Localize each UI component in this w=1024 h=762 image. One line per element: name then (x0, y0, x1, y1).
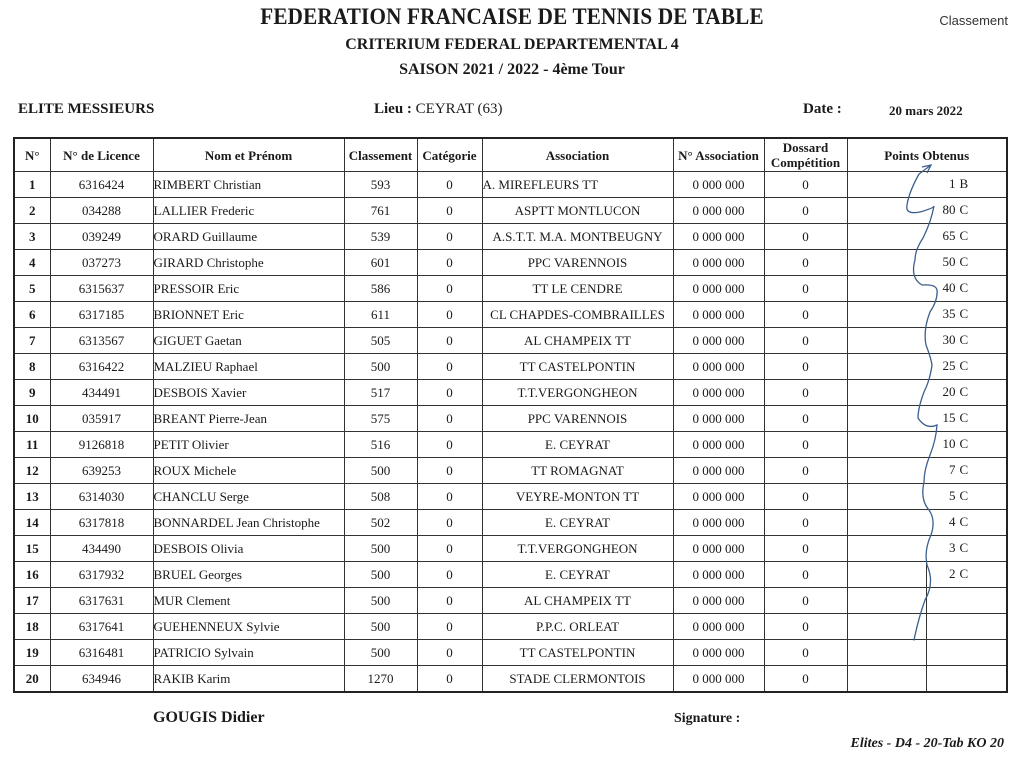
points-cell (847, 198, 1007, 224)
points-grade: C (959, 332, 969, 347)
points-grade: C (959, 306, 969, 321)
name-cell: BONNARDEL Jean Christophe (153, 510, 344, 536)
points-value: 2 (949, 566, 956, 581)
dossard-cell: 0 (764, 666, 847, 693)
dossard-cell: 0 (764, 614, 847, 640)
licence-cell: 6313567 (50, 328, 153, 354)
points-cell (847, 328, 1007, 354)
association-cell: A. MIREFLEURS TT (482, 172, 673, 198)
col-header-licence: N° de Licence (50, 138, 153, 172)
name-cell: GUEHENNEUX Sylvie (153, 614, 344, 640)
association-cell: P.P.C. ORLEAT (482, 614, 673, 640)
dossard-cell: 0 (764, 432, 847, 458)
table-body (14, 172, 1007, 693)
table-row (14, 614, 1007, 640)
licence-cell: 034288 (50, 198, 153, 224)
results-table (13, 137, 1008, 693)
dossard-cell: 0 (764, 510, 847, 536)
assoc-number-cell: 0 000 000 (673, 666, 764, 693)
col-header-association: Association (482, 138, 673, 172)
assoc-number-cell: 0 000 000 (673, 406, 764, 432)
table-row (14, 406, 1007, 432)
classement-cell: 517 (344, 380, 417, 406)
table-row (14, 484, 1007, 510)
points-cell (847, 614, 1007, 640)
licence-cell: 434491 (50, 380, 153, 406)
dossard-cell: 0 (764, 536, 847, 562)
points-cell (847, 588, 1007, 614)
dossard-cell: 0 (764, 224, 847, 250)
dossard-cell: 0 (764, 198, 847, 224)
assoc-number-cell: 0 000 000 (673, 354, 764, 380)
points-cell (847, 276, 1007, 302)
name-cell: MALZIEU Raphael (153, 354, 344, 380)
points-grade: C (959, 514, 969, 529)
categorie-cell: 0 (417, 406, 482, 432)
association-cell: VEYRE-MONTON TT (482, 484, 673, 510)
classement-cell: 516 (344, 432, 417, 458)
signature-label: Signature : (674, 711, 741, 726)
licence-cell: 6317185 (50, 302, 153, 328)
dossard-cell: 0 (764, 302, 847, 328)
table-row (14, 666, 1007, 693)
licence-cell: 634946 (50, 666, 153, 693)
table-row (14, 172, 1007, 198)
row-number: 18 (14, 614, 50, 640)
table-row (14, 458, 1007, 484)
table-row (14, 354, 1007, 380)
classement-cell: 575 (344, 406, 417, 432)
points-grade: C (959, 280, 969, 295)
row-number: 12 (14, 458, 50, 484)
assoc-number-cell: 0 000 000 (673, 588, 764, 614)
categorie-cell: 0 (417, 510, 482, 536)
licence-cell: 6317932 (50, 562, 153, 588)
row-number: 5 (14, 276, 50, 302)
classement-cell: 500 (344, 536, 417, 562)
row-number: 10 (14, 406, 50, 432)
classement-cell: 611 (344, 302, 417, 328)
table-row (14, 562, 1007, 588)
name-cell: BREANT Pierre-Jean (153, 406, 344, 432)
points-cell (847, 666, 1007, 693)
name-cell: BRUEL Georges (153, 562, 344, 588)
name-cell: BRIONNET Eric (153, 302, 344, 328)
points-value: 25 (942, 358, 956, 373)
col-header-name: Nom et Prénom (153, 138, 344, 172)
licence-cell: 434490 (50, 536, 153, 562)
points-grade: C (959, 358, 969, 373)
points-value: 5 (949, 488, 956, 503)
dossard-cell: 0 (764, 562, 847, 588)
points-cell (847, 406, 1007, 432)
location-value: CEYRAT (63) (415, 101, 503, 117)
classement-cell: 601 (344, 250, 417, 276)
association-cell: AL CHAMPEIX TT (482, 588, 673, 614)
points-value: 50 (942, 254, 956, 269)
name-cell: GIRARD Christophe (153, 250, 344, 276)
table-row (14, 250, 1007, 276)
points-cell (847, 536, 1007, 562)
association-cell: E. CEYRAT (482, 510, 673, 536)
assoc-number-cell: 0 000 000 (673, 302, 764, 328)
name-cell: LALLIER Frederic (153, 198, 344, 224)
col-header-categorie: Catégorie (417, 138, 482, 172)
table-row (14, 302, 1007, 328)
row-number: 13 (14, 484, 50, 510)
points-value: 10 (942, 436, 956, 451)
name-cell: ORARD Guillaume (153, 224, 344, 250)
classement-cell: 1270 (344, 666, 417, 693)
table-row (14, 588, 1007, 614)
points-cell (847, 172, 1007, 198)
classement-cell: 502 (344, 510, 417, 536)
classement-cell: 500 (344, 614, 417, 640)
row-number: 4 (14, 250, 50, 276)
document-subtitle: CRITERIUM FEDERAL DEPARTEMENTAL 4 (345, 36, 679, 53)
dossard-cell: 0 (764, 640, 847, 666)
points-grade: C (959, 462, 969, 477)
points-grade: C (959, 488, 969, 503)
points-value: 40 (942, 280, 956, 295)
categorie-cell: 0 (417, 198, 482, 224)
categorie-cell: 0 (417, 588, 482, 614)
dossard-cell: 0 (764, 458, 847, 484)
licence-cell: 6317641 (50, 614, 153, 640)
licence-cell: 639253 (50, 458, 153, 484)
licence-cell: 037273 (50, 250, 153, 276)
table-row (14, 640, 1007, 666)
points-value: 7 (949, 462, 956, 477)
table-row (14, 536, 1007, 562)
assoc-number-cell: 0 000 000 (673, 432, 764, 458)
points-grade: C (959, 566, 969, 581)
table-row (14, 380, 1007, 406)
row-number: 3 (14, 224, 50, 250)
col-header-classement: Classement (344, 138, 417, 172)
name-cell: MUR Clement (153, 588, 344, 614)
categorie-cell: 0 (417, 224, 482, 250)
categorie-cell: 0 (417, 614, 482, 640)
assoc-number-cell: 0 000 000 (673, 380, 764, 406)
categorie-cell: 0 (417, 172, 482, 198)
association-cell: STADE CLERMONTOIS (482, 666, 673, 693)
table-header-row (14, 138, 1007, 172)
judge-name: GOUGIS Didier (153, 709, 265, 726)
name-cell: DESBOIS Olivia (153, 536, 344, 562)
points-cell (847, 250, 1007, 276)
points-grade: C (959, 410, 969, 425)
assoc-number-cell: 0 000 000 (673, 614, 764, 640)
points-cell (847, 640, 1007, 666)
assoc-number-cell: 0 000 000 (673, 640, 764, 666)
col-header-dossard (764, 138, 847, 172)
association-cell: AL CHAMPEIX TT (482, 328, 673, 354)
classement-cell: 505 (344, 328, 417, 354)
document-title: FEDERATION FRANCAISE DE TENNIS DE TABLE (260, 4, 764, 29)
table-row (14, 510, 1007, 536)
location-info (374, 101, 502, 118)
assoc-number-cell: 0 000 000 (673, 562, 764, 588)
points-grade: C (959, 384, 969, 399)
licence-cell: 6315637 (50, 276, 153, 302)
points-value: 3 (949, 540, 956, 555)
dossard-cell: 0 (764, 354, 847, 380)
table-row (14, 328, 1007, 354)
association-cell: ASPTT MONTLUCON (482, 198, 673, 224)
table-row (14, 198, 1007, 224)
categorie-cell: 0 (417, 302, 482, 328)
categorie-cell: 0 (417, 354, 482, 380)
points-cell (847, 484, 1007, 510)
row-number: 11 (14, 432, 50, 458)
dossard-cell: 0 (764, 276, 847, 302)
association-cell: E. CEYRAT (482, 432, 673, 458)
name-cell: PRESSOIR Eric (153, 276, 344, 302)
name-cell: ROUX Michele (153, 458, 344, 484)
document-code: Elites - D4 - 20-Tab KO 20 (850, 736, 1004, 751)
points-value: 4 (949, 514, 956, 529)
assoc-number-cell: 0 000 000 (673, 198, 764, 224)
points-value: 1 (949, 176, 956, 191)
assoc-number-cell: 0 000 000 (673, 328, 764, 354)
date-value: 20 mars 2022 (889, 103, 963, 118)
assoc-number-cell: 0 000 000 (673, 458, 764, 484)
association-cell: TT LE CENDRE (482, 276, 673, 302)
association-cell: TT CASTELPONTIN (482, 354, 673, 380)
points-value: 30 (942, 332, 956, 347)
licence-cell: 6316481 (50, 640, 153, 666)
points-grade: C (959, 202, 969, 217)
classement-cell: 500 (344, 562, 417, 588)
season-label: SAISON 2021 / 2022 - 4ème Tour (399, 61, 625, 78)
row-number: 9 (14, 380, 50, 406)
name-cell: RIMBERT Christian (153, 172, 344, 198)
categorie-cell: 0 (417, 276, 482, 302)
row-number: 15 (14, 536, 50, 562)
licence-cell: 6317818 (50, 510, 153, 536)
dossard-cell: 0 (764, 172, 847, 198)
licence-cell: 9126818 (50, 432, 153, 458)
name-cell: PATRICIO Sylvain (153, 640, 344, 666)
categorie-cell: 0 (417, 432, 482, 458)
association-cell: A.S.T.T. M.A. MONTBEUGNY (482, 224, 673, 250)
classement-cell: 500 (344, 588, 417, 614)
categorie-cell: 0 (417, 666, 482, 693)
categorie-cell: 0 (417, 250, 482, 276)
licence-cell: 6316422 (50, 354, 153, 380)
table-row (14, 224, 1007, 250)
dossard-cell: 0 (764, 484, 847, 510)
name-cell: DESBOIS Xavier (153, 380, 344, 406)
categorie-cell: 0 (417, 458, 482, 484)
categorie-cell: 0 (417, 328, 482, 354)
col-header-points: Points Obtenus (847, 138, 1007, 172)
dossard-cell: 0 (764, 328, 847, 354)
dossard-cell: 0 (764, 380, 847, 406)
association-cell: T.T.VERGONGHEON (482, 536, 673, 562)
licence-cell: 6316424 (50, 172, 153, 198)
assoc-number-cell: 0 000 000 (673, 224, 764, 250)
classement-cell: 539 (344, 224, 417, 250)
categorie-cell: 0 (417, 484, 482, 510)
points-grade: C (959, 540, 969, 555)
row-number: 20 (14, 666, 50, 693)
points-value: 35 (942, 306, 956, 321)
row-number: 7 (14, 328, 50, 354)
licence-cell: 6314030 (50, 484, 153, 510)
points-cell (847, 510, 1007, 536)
assoc-number-cell: 0 000 000 (673, 172, 764, 198)
col-header-assoc-number: N° Association (673, 138, 764, 172)
points-cell (847, 302, 1007, 328)
points-grade: C (959, 228, 969, 243)
categorie-cell: 0 (417, 562, 482, 588)
association-cell: PPC VARENNOIS (482, 250, 673, 276)
association-cell: PPC VARENNOIS (482, 406, 673, 432)
name-cell: RAKIB Karim (153, 666, 344, 693)
category-label: ELITE MESSIEURS (18, 101, 155, 117)
points-cell (847, 562, 1007, 588)
association-cell: CL CHAPDES-COMBRAILLES (482, 302, 673, 328)
date-label: Date : (803, 101, 842, 117)
classement-cell: 761 (344, 198, 417, 224)
name-cell: CHANCLU Serge (153, 484, 344, 510)
assoc-number-cell: 0 000 000 (673, 510, 764, 536)
col-header-dossard-text: Dossard Compétition (770, 140, 841, 170)
categorie-cell: 0 (417, 640, 482, 666)
licence-cell: 035917 (50, 406, 153, 432)
row-number: 1 (14, 172, 50, 198)
association-cell: E. CEYRAT (482, 562, 673, 588)
dossard-cell: 0 (764, 250, 847, 276)
row-number: 17 (14, 588, 50, 614)
association-cell: T.T.VERGONGHEON (482, 380, 673, 406)
categorie-cell: 0 (417, 536, 482, 562)
name-cell: GIGUET Gaetan (153, 328, 344, 354)
dossard-cell: 0 (764, 588, 847, 614)
row-number: 8 (14, 354, 50, 380)
points-cell (847, 458, 1007, 484)
points-value: 65 (942, 228, 956, 243)
classement-cell: 508 (344, 484, 417, 510)
classement-cell: 500 (344, 640, 417, 666)
association-cell: TT ROMAGNAT (482, 458, 673, 484)
assoc-number-cell: 0 000 000 (673, 276, 764, 302)
name-cell: PETIT Olivier (153, 432, 344, 458)
row-number: 19 (14, 640, 50, 666)
points-grade: C (959, 254, 969, 269)
table-row (14, 432, 1007, 458)
classement-cell: 593 (344, 172, 417, 198)
categorie-cell: 0 (417, 380, 482, 406)
licence-cell: 6317631 (50, 588, 153, 614)
assoc-number-cell: 0 000 000 (673, 250, 764, 276)
row-number: 2 (14, 198, 50, 224)
location-label: Lieu : (374, 101, 412, 117)
col-header-number: N° (14, 138, 50, 172)
row-number: 14 (14, 510, 50, 536)
classement-cell: 586 (344, 276, 417, 302)
association-cell: TT CASTELPONTIN (482, 640, 673, 666)
points-value: 20 (942, 384, 956, 399)
table-row (14, 276, 1007, 302)
row-number: 16 (14, 562, 50, 588)
points-cell (847, 224, 1007, 250)
dossard-cell: 0 (764, 406, 847, 432)
points-cell (847, 380, 1007, 406)
assoc-number-cell: 0 000 000 (673, 536, 764, 562)
licence-cell: 039249 (50, 224, 153, 250)
corner-label: Classement (939, 13, 1008, 28)
row-number: 6 (14, 302, 50, 328)
points-cell (847, 354, 1007, 380)
classement-cell: 500 (344, 458, 417, 484)
assoc-number-cell: 0 000 000 (673, 484, 764, 510)
points-grade: B (959, 176, 969, 191)
points-cell (847, 432, 1007, 458)
points-value: 80 (942, 202, 956, 217)
points-value: 15 (942, 410, 956, 425)
classement-cell: 500 (344, 354, 417, 380)
points-grade: C (959, 436, 969, 451)
